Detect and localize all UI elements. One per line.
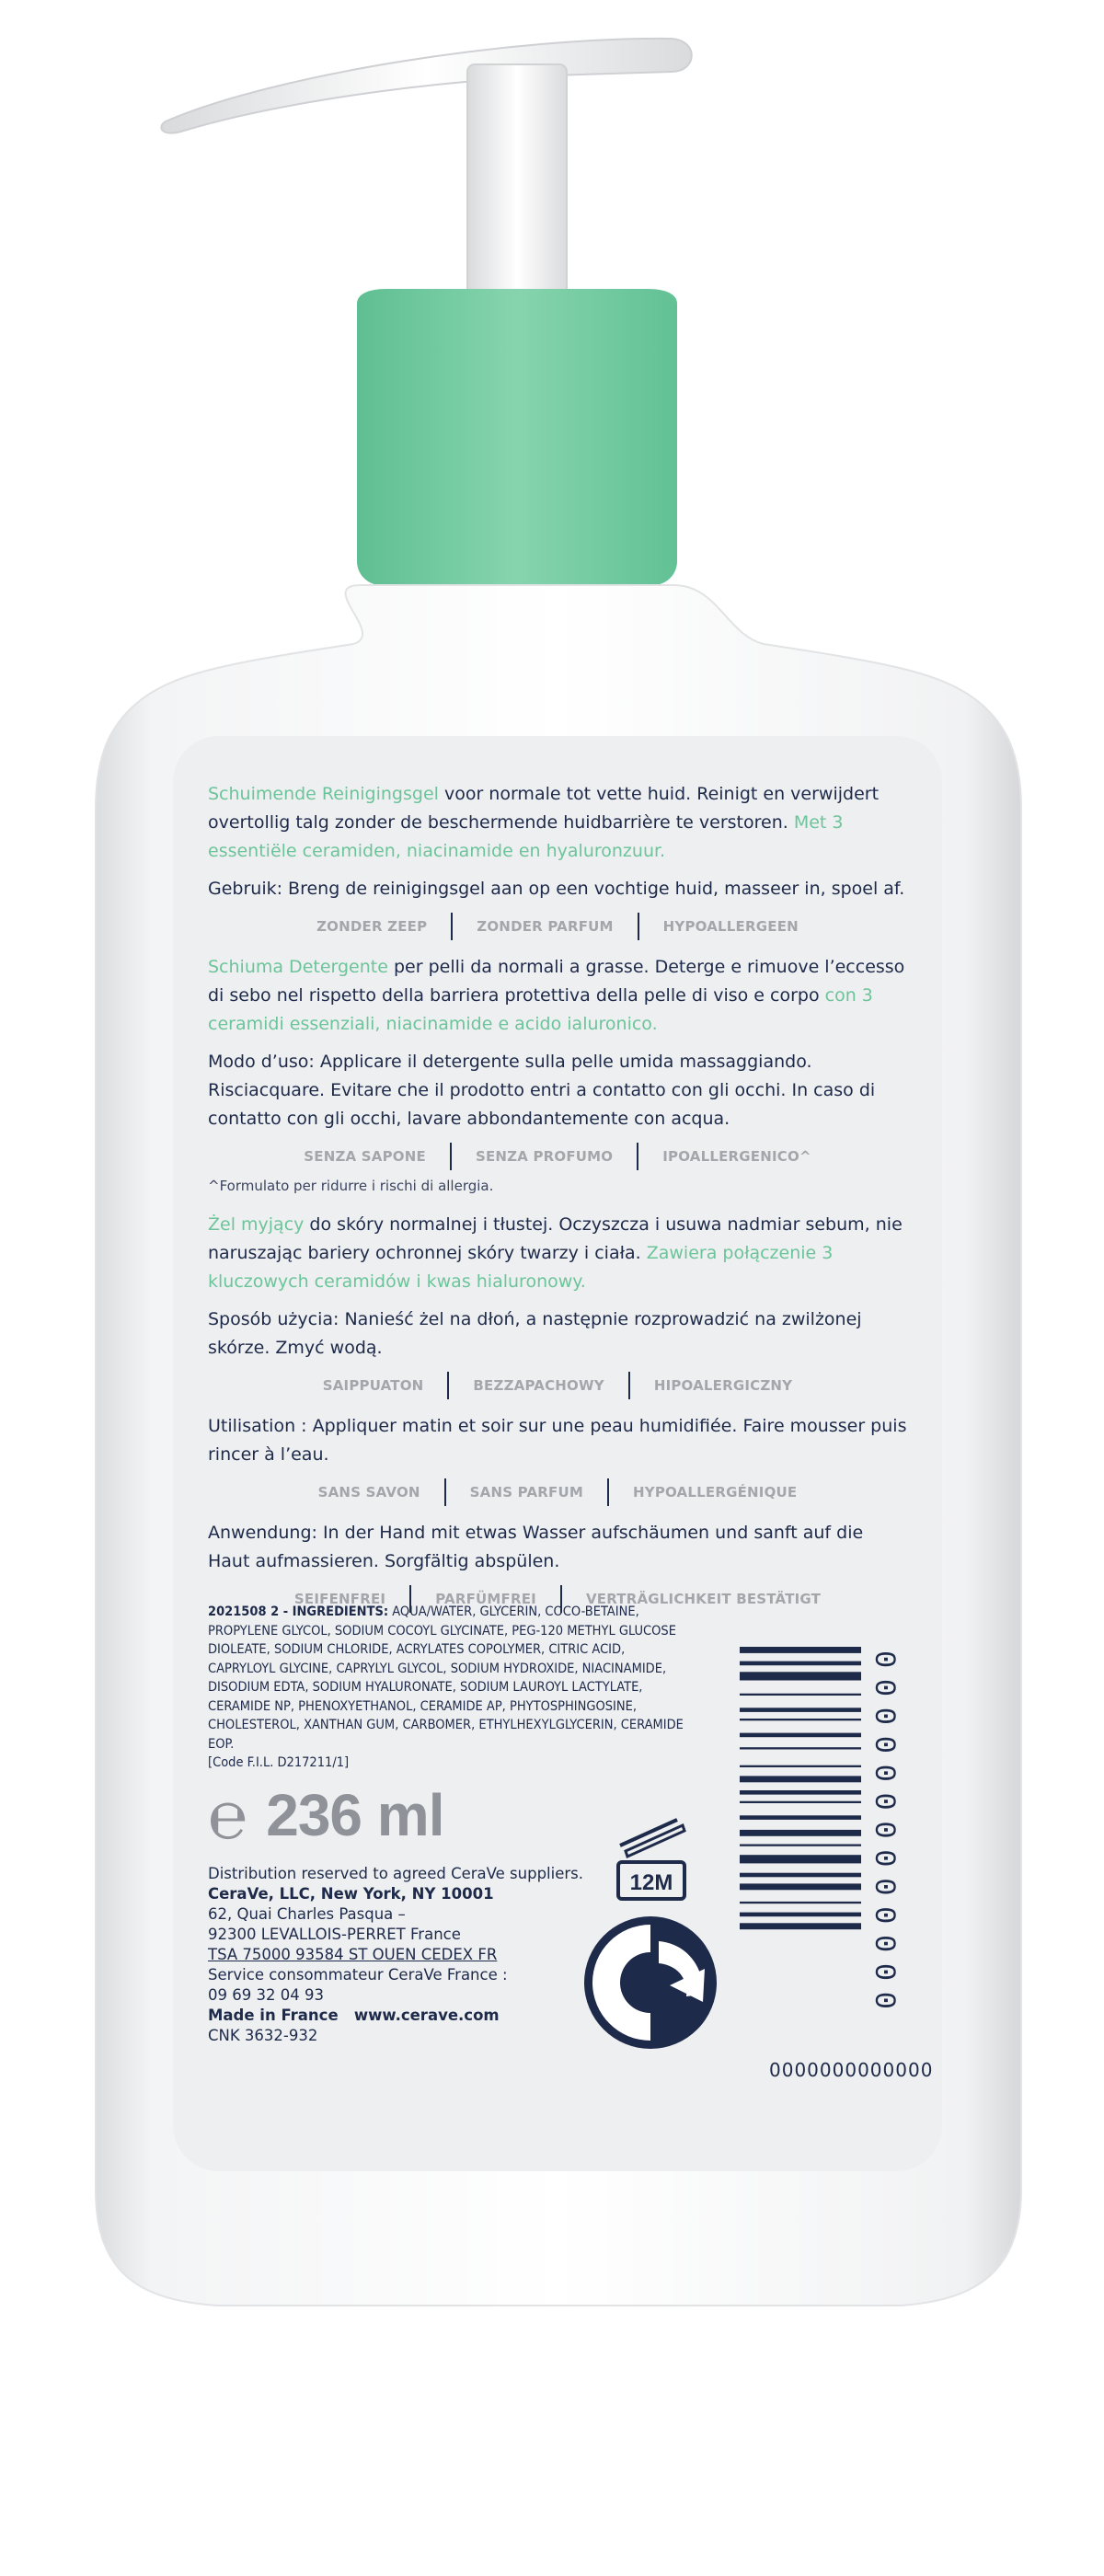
claims-row	[208, 1143, 907, 1170]
barcode-bar	[740, 1694, 861, 1696]
barcode-bar	[740, 1708, 861, 1712]
website: www.cerave.com	[353, 2007, 500, 2024]
claim-badge: ZONDER ZEEP	[316, 918, 428, 935]
claim-badge: PARFÜMFREI	[435, 1591, 536, 1607]
usage-instructions: Utilisation : Appliquer matin et soir sur une peau humidifiée. Faire mousser puis rincer à l’eau.	[208, 1416, 907, 1465]
barcode-bar	[740, 1747, 861, 1749]
claim-badge: IPOALLERGENICO^	[662, 1148, 811, 1165]
barcode-bar	[740, 1855, 861, 1863]
claim-badge: VERTRÄGLICHKEIT BESTÄTIGT	[585, 1591, 822, 1607]
label-section-1	[208, 780, 907, 940]
pump-head	[161, 39, 691, 313]
section-description	[208, 953, 907, 1039]
dist-line-4: 92300 LEVALLOIS-PERRET France	[208, 1926, 461, 1943]
claim-badge: BEZZAPACHOWY	[473, 1377, 604, 1394]
barcode-digits: 0000000000000	[867, 1650, 901, 2009]
description-text: voor normale tot vette huid. Reinigt en verwijdert overtollig talg zonder de beschermende huidbarrière te verstoren.	[208, 784, 880, 833]
claims-row	[208, 1478, 907, 1506]
label-text	[208, 780, 907, 1626]
green-dot-recycle-icon	[581, 1914, 719, 2052]
claim-badge: HYPOALLERGEEN	[662, 918, 799, 935]
dist-line-3: 62, Quai Charles Pasqua –	[208, 1905, 406, 1923]
highlight-text: Met 3 essentiële ceramiden, niacinamide en hyaluronzuur.	[208, 812, 844, 861]
made-in: Made in France	[208, 2007, 339, 2024]
barcode-bar	[740, 1902, 861, 1903]
barcode-bar	[740, 1790, 861, 1795]
claim-badge: HIPOALERGICZNY	[653, 1377, 793, 1394]
barcode-bar	[740, 1873, 861, 1878]
highlight-text: Schuimende Reinigingsgel	[208, 784, 439, 804]
label-section-3	[208, 1211, 907, 1399]
volume-text: 236 ml	[266, 1782, 444, 1848]
barcode-bar	[740, 1647, 861, 1653]
claims-row	[208, 913, 907, 940]
claim-badge: ZONDER PARFUM	[477, 918, 614, 935]
claim-badge: SANS PARFUM	[469, 1484, 583, 1501]
ingredients-code: [Code F.I.L. D217211/1]	[208, 1755, 350, 1770]
barcode-bar	[740, 1845, 861, 1846]
cnk-code: CNK 3632-932	[208, 2027, 318, 2044]
barcode-bar	[740, 1719, 861, 1720]
label-section-5	[208, 1519, 907, 1613]
usage-instructions: Anwendung: In der Hand mit etwas Wasser aufschäumen und sanft auf die Haut aufmassieren. Sorgfältig abspülen.	[208, 1523, 864, 1571]
barcode-bar	[740, 1923, 861, 1929]
barcode-bar	[740, 1672, 861, 1680]
usage-instructions: Modo d’uso: Applicare il detergente sulla pelle umida massaggiando. Risciacquare. Evitare che il prodotto entri a contatto con gli occhi. In caso di contatto con gli occhi, lavare abbondantemente con acqua.	[208, 1052, 876, 1129]
dist-line-7: 09 69 32 04 93	[208, 1986, 324, 2004]
volume-row	[208, 1777, 444, 1854]
description-text: do skóry normalnej i tłustej. Oczyszcza i usuwa nadmiar sebum, nie naruszając bariery ochronnej skóry twarzy i ciała.	[208, 1214, 903, 1263]
highlight-text: Żel myjący	[208, 1214, 305, 1235]
estimated-sign-icon: ℮	[208, 1777, 248, 1854]
usage-instructions: Gebruik: Breng de reinigingsgel aan op een vochtige huid, masseer in, spoel af.	[208, 879, 905, 899]
barcode-bar	[740, 1733, 861, 1738]
barcode-bar	[740, 1801, 861, 1803]
label-section-4	[208, 1412, 907, 1506]
ingredients-block	[208, 1603, 696, 1773]
usage-instructions: Sposób użycia: Nanieść żel na dłoń, a następnie rozprowadzić na zwilżonej skórze. Zmyć wodą.	[208, 1309, 862, 1358]
dist-line-2: CeraVe, LLC, New York, NY 10001	[208, 1885, 494, 1903]
claim-badge: HYPOALLERGÉNIQUE	[633, 1484, 798, 1501]
claim-badge: SEIFENFREI	[293, 1591, 386, 1607]
highlight-text: con 3 ceramidi essenziali, niacinamide e acido ialuronico.	[208, 985, 873, 1034]
dist-line-5: TSA 75000 93584 ST OUEN CEDEX FR	[208, 1946, 498, 1963]
barcode-bar	[740, 1776, 861, 1782]
claim-badge: SANS SAVON	[317, 1484, 420, 1501]
barcode-bar	[740, 1830, 861, 1836]
pao-jar-icon	[613, 1814, 690, 1903]
dist-line-1: Distribution reserved to agreed CeraVe suppliers.	[208, 1865, 583, 1882]
highlight-text: Zawiera połączenie 3 kluczowych ceramidów i kwas hialuronowy.	[208, 1243, 834, 1292]
barcode-number: 0000000000000	[769, 2059, 934, 2081]
claim-badge: SAIPPUATON	[322, 1377, 424, 1394]
claim-badge: SENZA SAPONE	[304, 1148, 426, 1165]
description-text: per pelli da normali a grasse. Deterge e rimuove l’eccesso di sebo nel rispetto della barriera protettiva della pelle di viso e corpo	[208, 957, 905, 1006]
pao-label: 12M	[629, 1870, 673, 1895]
section-description	[208, 780, 907, 866]
barcode-bar	[740, 1765, 861, 1767]
ingredients-prefix: 2021508 2 - INGREDIENTS:	[208, 1604, 389, 1619]
claim-badge: SENZA PROFUMO	[475, 1148, 614, 1165]
footnote: ^Formulato per ridurre i rischi di allergia.	[208, 1178, 494, 1194]
ingredients-list: AQUA/WATER, GLYCERIN, COCO-BETAINE, PROPYLENE GLYCOL, SODIUM COCOYL GLYCINATE, PEG-120 METHYL GLUCOSE DIOLEATE, SODIUM CHLORIDE, ACRYLATES COPOLYMER, CITRIC ACID, CAPRYLOYL GLYCINE, CAPRYLYL GLYCOL, SODIUM HYDROXIDE, NIACINAMIDE, DISODIUM EDTA, SODIUM HYALURONATE, SODIUM LAUROYL LACTYLATE, CERAMIDE NP, PHENOXYETHANOL, CERAMIDE AP, PHYTOSPHINGOSINE, CHOLESTEROL, XANTHAN GUM, CARBOMER, ETHYLHEXYLGLYCERIN, CERAMIDE EOP.	[208, 1604, 684, 1752]
green-cap	[357, 300, 677, 585]
barcode-bar	[740, 1662, 861, 1666]
claims-row	[208, 1372, 907, 1399]
barcode-bar	[740, 1883, 861, 1890]
barcode-bar	[740, 1913, 861, 1917]
label-section-2	[208, 953, 907, 1194]
barcode-icon	[736, 1647, 907, 2015]
highlight-text: Schiuma Detergente	[208, 957, 388, 977]
barcode-bar	[740, 1815, 861, 1820]
dist-line-6: Service consommateur CeraVe France :	[208, 1966, 508, 1984]
section-description	[208, 1211, 907, 1296]
